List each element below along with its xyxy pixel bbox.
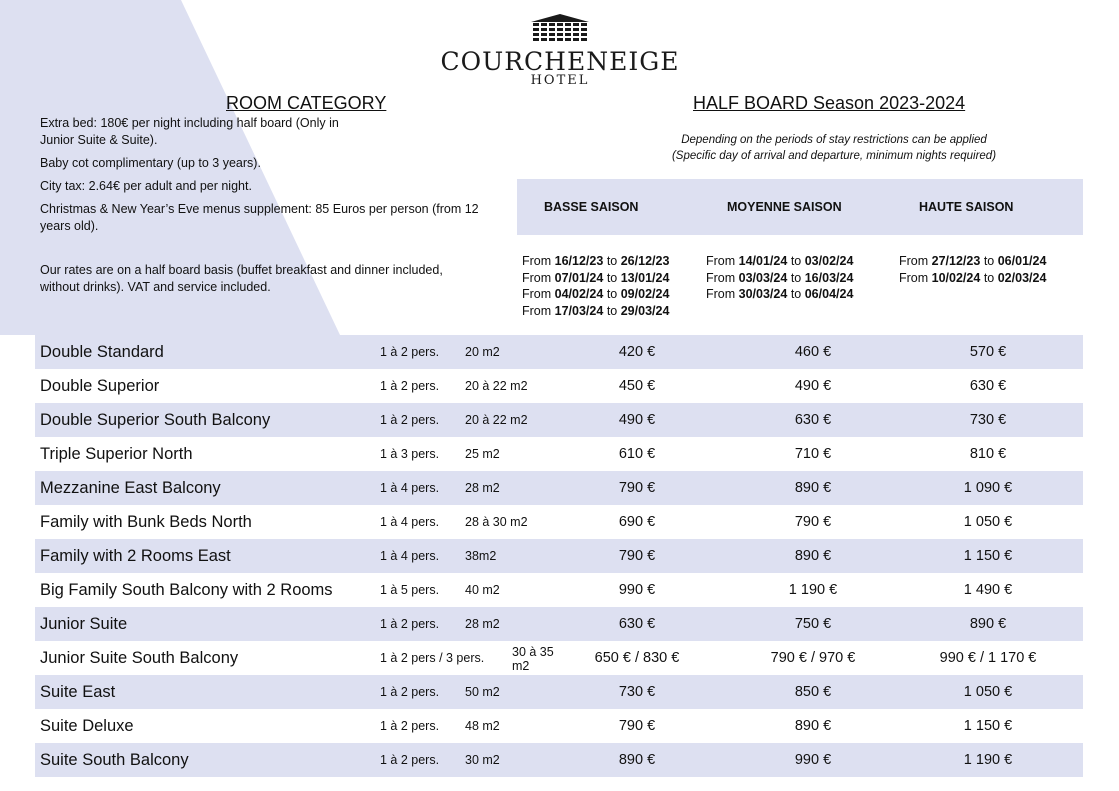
note-city-tax: City tax: 2.64€ per adult and per night. xyxy=(40,179,252,193)
period-from-date: 16/12/23 xyxy=(554,254,604,268)
period-to-date: 26/12/23 xyxy=(620,254,670,268)
price-moyenne: 790 € xyxy=(794,514,832,530)
hotel-building-icon xyxy=(529,14,591,44)
period-line xyxy=(706,253,853,270)
period-to-word: to xyxy=(606,270,618,285)
periods-haute xyxy=(899,253,1046,286)
table-row xyxy=(35,369,1083,403)
period-to-word: to xyxy=(983,254,995,268)
room-size: 38m2 xyxy=(465,549,497,563)
period-to-word: to xyxy=(790,254,802,268)
period-to-date: 09/02/24 xyxy=(620,287,670,301)
price-moyenne: 460 € xyxy=(794,344,832,360)
price-haute: 730 € xyxy=(969,412,1007,428)
room-size: 28 m2 xyxy=(465,481,500,495)
room-size: 28 m2 xyxy=(465,617,500,631)
period-from-word: From xyxy=(522,254,552,268)
rates-note: Our rates are on a half board basis (buffet breakfast and dinner included, without drinks). VAT and service included. xyxy=(40,263,443,294)
room-size: 50 m2 xyxy=(465,685,500,699)
room-name: Double Superior xyxy=(40,377,160,395)
price-moyenne: 630 € xyxy=(794,412,832,428)
period-from-word: From xyxy=(706,270,736,285)
period-to-date: 06/04/24 xyxy=(804,287,854,301)
price-haute: 1 150 € xyxy=(963,718,1013,734)
price-moyenne: 890 € xyxy=(794,480,832,496)
period-from-word: From xyxy=(522,287,552,301)
room-persons: 1 à 2 pers. xyxy=(380,617,440,631)
table-row xyxy=(35,539,1083,573)
season-haute-label: HAUTE SAISON xyxy=(919,200,1014,214)
period-line xyxy=(706,270,853,287)
room-size: 20 m2 xyxy=(465,345,500,359)
price-haute: 1 050 € xyxy=(963,514,1013,530)
restrictions-note xyxy=(600,132,1068,164)
periods-moyenne xyxy=(706,253,853,303)
table-row xyxy=(35,607,1083,641)
room-name: Big Family South Balcony with 2 Rooms xyxy=(40,581,333,599)
period-to-date: 16/03/24 xyxy=(804,270,854,285)
brand-subtitle: HOTEL xyxy=(530,73,590,88)
note-menus-supplement: Christmas & New Year’s Eve menus supplement: 85 Euros per person (from 12 years old). xyxy=(40,202,479,233)
price-haute: 1 190 € xyxy=(963,752,1013,768)
room-persons: 1 à 5 pers. xyxy=(380,583,440,597)
period-from-date: 30/03/24 xyxy=(738,287,788,301)
table-row xyxy=(35,403,1083,437)
period-line xyxy=(899,270,1046,287)
brand-name: COURCHENEIGE xyxy=(440,47,680,76)
price-moyenne: 710 € xyxy=(794,446,832,462)
room-name: Family with Bunk Beds North xyxy=(40,513,252,531)
price-haute: 890 € xyxy=(969,616,1007,632)
period-from-word: From xyxy=(706,287,736,301)
periods-basse xyxy=(522,253,669,319)
price-moyenne: 790 € / 970 € xyxy=(770,650,856,666)
rooms-table xyxy=(35,335,1083,777)
price-haute: 1 050 € xyxy=(963,684,1013,700)
table-row xyxy=(35,709,1083,743)
note-extra-bed: Extra bed: 180€ per night including half board (Only in Junior Suite & Suite). xyxy=(40,116,339,147)
half-board-heading: HALF BOARD Season 2023-2024 xyxy=(693,93,966,113)
restrictions-line-1: Depending on the periods of stay restrictions can be applied xyxy=(681,134,987,146)
price-basse: 610 € xyxy=(618,446,656,462)
price-basse: 420 € xyxy=(618,344,656,360)
table-row xyxy=(35,505,1083,539)
price-haute: 1 490 € xyxy=(963,582,1013,598)
season-moyenne-label: MOYENNE SAISON xyxy=(727,200,842,214)
price-haute: 570 € xyxy=(969,344,1007,360)
room-size: 25 m2 xyxy=(465,447,500,461)
room-size: 20 à 22 m2 xyxy=(465,413,528,427)
period-line xyxy=(522,270,669,287)
period-to-word: to xyxy=(606,287,618,301)
table-row xyxy=(35,471,1083,505)
price-moyenne: 1 190 € xyxy=(788,582,838,598)
price-moyenne: 990 € xyxy=(794,752,832,768)
period-to-date: 13/01/24 xyxy=(620,270,670,285)
price-basse: 790 € xyxy=(618,548,656,564)
period-to-word: to xyxy=(790,270,802,285)
notes-block xyxy=(40,115,510,241)
price-basse: 990 € xyxy=(618,582,656,598)
room-persons: 1 à 2 pers. xyxy=(380,379,440,393)
room-persons: 1 à 2 pers. xyxy=(380,345,440,359)
room-persons: 1 à 4 pers. xyxy=(380,515,440,529)
period-to-date: 29/03/24 xyxy=(620,303,670,318)
price-basse: 650 € / 830 € xyxy=(594,650,680,666)
room-persons: 1 à 3 pers. xyxy=(380,447,440,461)
price-moyenne: 490 € xyxy=(794,378,832,394)
room-size: 30 à 35 m2 xyxy=(512,645,554,673)
period-from-word: From xyxy=(899,270,929,285)
room-persons: 1 à 2 pers. xyxy=(380,753,440,767)
period-line xyxy=(899,253,1046,270)
room-name: Family with 2 Rooms East xyxy=(40,547,231,565)
room-name: Junior Suite South Balcony xyxy=(40,649,239,667)
period-to-date: 02/03/24 xyxy=(997,270,1047,285)
period-to-word: to xyxy=(790,287,802,301)
room-size: 20 à 22 m2 xyxy=(465,379,528,393)
table-row xyxy=(35,335,1083,369)
price-haute: 1 090 € xyxy=(963,480,1013,496)
period-from-date: 17/03/24 xyxy=(554,303,604,318)
room-persons: 1 à 4 pers. xyxy=(380,481,440,495)
room-name: Double Superior South Balcony xyxy=(40,411,271,429)
period-from-word: From xyxy=(522,270,552,285)
room-persons: 1 à 2 pers / 3 pers. xyxy=(380,651,485,665)
period-from-word: From xyxy=(706,254,736,268)
room-name: Suite Deluxe xyxy=(40,717,134,735)
restrictions-line-2: (Specific day of arrival and departure, minimum nights required) xyxy=(671,150,997,162)
period-from-date: 27/12/23 xyxy=(931,254,981,268)
room-name: Double Standard xyxy=(40,343,164,361)
period-to-date: 03/02/24 xyxy=(804,254,854,268)
price-basse: 630 € xyxy=(618,616,656,632)
room-persons: 1 à 2 pers. xyxy=(380,685,440,699)
table-row xyxy=(35,437,1083,471)
room-name: Suite South Balcony xyxy=(40,751,189,769)
price-moyenne: 890 € xyxy=(794,718,832,734)
period-from-word: From xyxy=(522,303,552,318)
price-haute: 810 € xyxy=(969,446,1007,462)
period-to-word: to xyxy=(606,254,618,268)
price-basse: 890 € xyxy=(618,752,656,768)
price-basse: 450 € xyxy=(618,378,656,394)
room-size: 30 m2 xyxy=(465,753,500,767)
period-line xyxy=(522,303,669,320)
price-haute: 990 € / 1 170 € xyxy=(939,650,1037,666)
room-name: Triple Superior North xyxy=(40,445,193,463)
price-moyenne: 890 € xyxy=(794,548,832,564)
table-row xyxy=(35,641,1083,675)
season-basse-label: BASSE SAISON xyxy=(544,200,639,214)
period-line xyxy=(522,286,669,303)
room-name: Mezzanine East Balcony xyxy=(40,479,221,497)
period-line xyxy=(522,253,669,270)
price-basse: 790 € xyxy=(618,718,656,734)
room-size: 40 m2 xyxy=(465,583,500,597)
room-size: 48 m2 xyxy=(465,719,500,733)
period-from-date: 10/02/24 xyxy=(931,270,981,285)
note-baby-cot: Baby cot complimentary (up to 3 years). xyxy=(40,156,261,170)
period-to-date: 06/01/24 xyxy=(997,254,1047,268)
table-row xyxy=(35,675,1083,709)
table-row xyxy=(35,743,1083,777)
period-from-date: 04/02/24 xyxy=(554,287,604,301)
room-persons: 1 à 2 pers. xyxy=(380,719,440,733)
period-line xyxy=(706,286,853,303)
price-haute: 630 € xyxy=(969,378,1007,394)
period-from-date: 03/03/24 xyxy=(738,270,788,285)
period-from-date: 14/01/24 xyxy=(738,254,788,268)
hotel-logo xyxy=(420,14,700,96)
table-row xyxy=(35,573,1083,607)
room-persons: 1 à 2 pers. xyxy=(380,413,440,427)
price-basse: 490 € xyxy=(618,412,656,428)
price-basse: 690 € xyxy=(618,514,656,530)
price-moyenne: 850 € xyxy=(794,684,832,700)
room-persons: 1 à 4 pers. xyxy=(380,549,440,563)
period-from-word: From xyxy=(899,254,929,268)
period-from-date: 07/01/24 xyxy=(554,270,604,285)
room-category-heading: ROOM CATEGORY xyxy=(226,93,387,113)
price-basse: 730 € xyxy=(618,684,656,700)
period-to-word: to xyxy=(606,303,618,318)
price-moyenne: 750 € xyxy=(794,616,832,632)
price-haute: 1 150 € xyxy=(963,548,1013,564)
room-name: Junior Suite xyxy=(40,615,128,633)
price-basse: 790 € xyxy=(618,480,656,496)
period-to-word: to xyxy=(983,270,995,285)
room-size: 28 à 30 m2 xyxy=(465,515,528,529)
room-name: Suite East xyxy=(40,683,116,701)
